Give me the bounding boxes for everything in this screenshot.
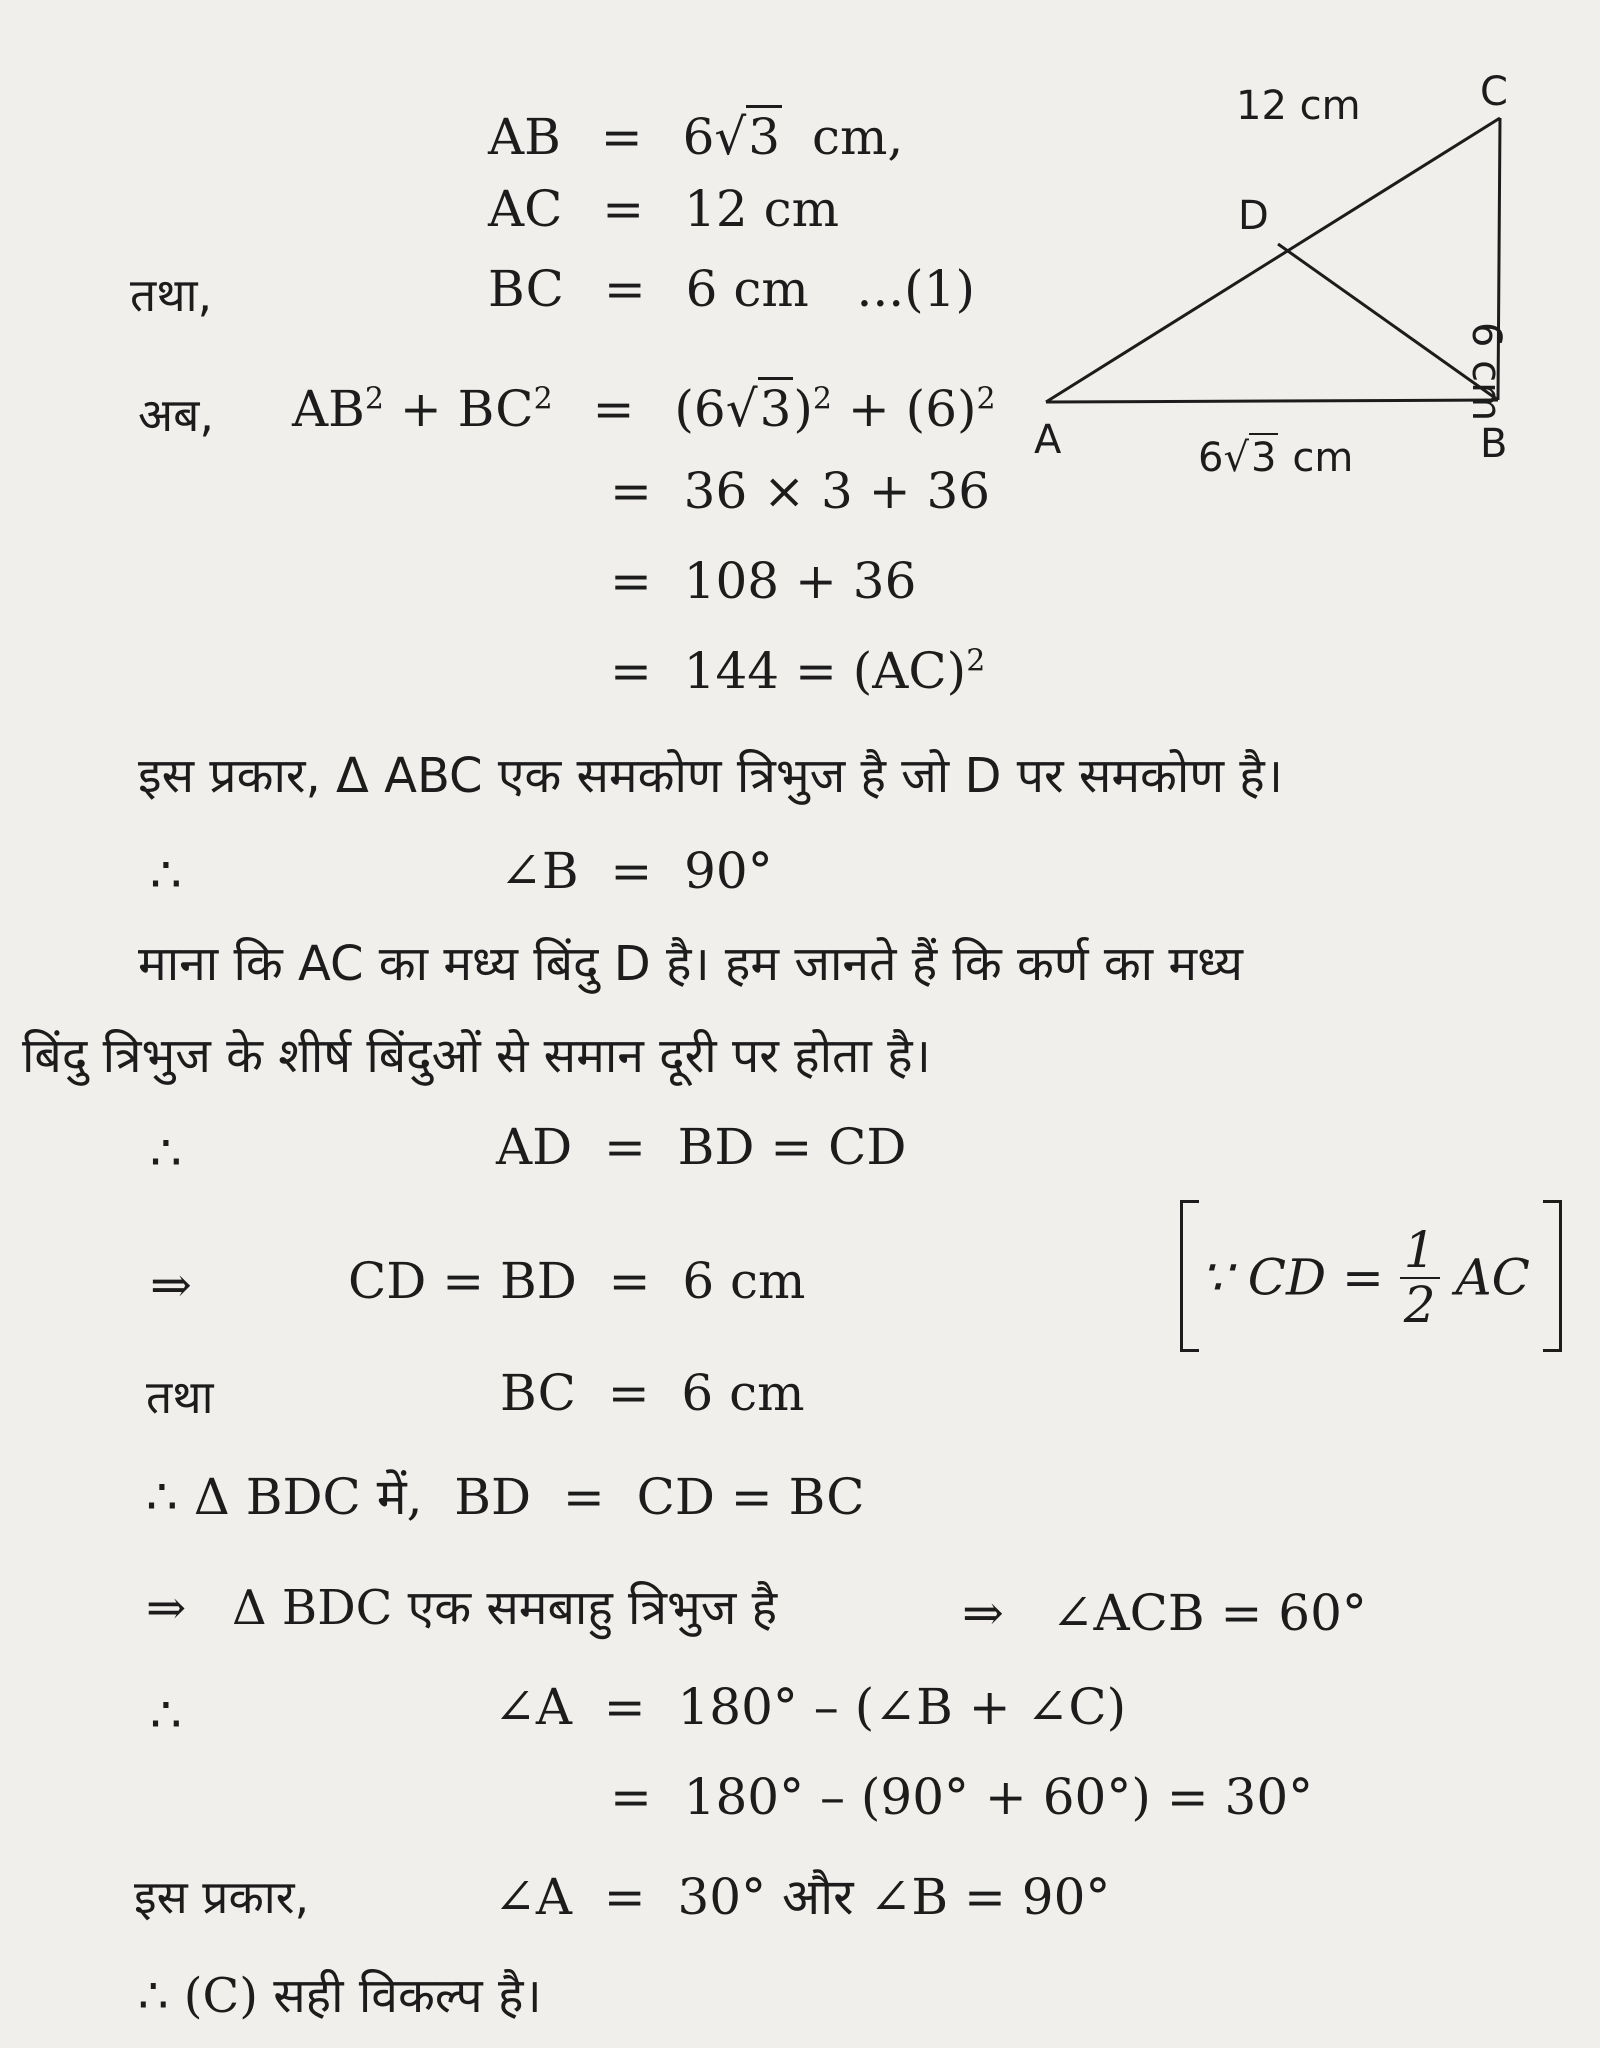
reason-ac: AC: [1455, 1248, 1530, 1307]
sqrt-symbol: √3: [714, 112, 782, 162]
paragraph-right-triangle: इस प्रकार, Δ ABC एक समकोण त्रिभुज है जो D पर समकोण है।: [138, 748, 1283, 804]
term-open: (6: [674, 380, 726, 438]
equals-sign: =: [600, 108, 643, 166]
line-step3: [610, 642, 986, 700]
step3-text: = 144 = (AC): [610, 642, 967, 700]
vertex-c-label: C: [1480, 69, 1508, 115]
therefore-symbol: ∴: [150, 846, 182, 904]
side-ab-radicand: 3: [1250, 435, 1277, 481]
line-step1: = 36 × 3 + 36: [610, 462, 991, 520]
therefore-symbol: ∴: [150, 1686, 182, 1744]
half-fraction: [1400, 1221, 1440, 1334]
line-bdc-sides: ∴ Δ BDC में, BD = CD = BC: [146, 1468, 865, 1526]
line-sum-squares: [292, 380, 996, 438]
exponent: 2: [533, 381, 553, 417]
sqrt-symbol: √3: [726, 384, 794, 434]
equals-sign: =: [603, 260, 646, 318]
line-angle-b: ∠B = 90°: [500, 842, 773, 900]
implies-symbol: ⇒: [150, 1256, 192, 1314]
equals-sign: =: [592, 380, 635, 438]
radicand: 3: [758, 377, 794, 438]
line-cd-bd: CD = BD = 6 cm: [348, 1252, 806, 1310]
vertex-d-label: D: [1238, 193, 1269, 239]
fraction-denominator: 2: [1403, 1275, 1436, 1334]
line-result: ∠A = 30° और ∠B = 90°: [494, 1868, 1111, 1926]
ac-value: 12 cm: [684, 180, 840, 238]
exponent: 2: [364, 381, 384, 417]
line16-prefix: इस प्रकार,: [134, 1870, 310, 1924]
reason-text: ∵ CD =: [1200, 1248, 1384, 1307]
exponent: 2: [976, 381, 996, 417]
bc-term: + BC: [383, 380, 534, 438]
vertex-a-label: A: [1034, 417, 1062, 463]
equals-sign: =: [602, 180, 645, 238]
exponent: 2: [812, 381, 832, 417]
line-answer: ∴ (C) सही विकल्प है।: [138, 1968, 542, 2024]
bc-value: 6 cm ...(1): [685, 260, 975, 318]
line-angle-a: ∠A = 180° – (∠B + ∠C): [494, 1678, 1127, 1736]
exponent: 2: [966, 643, 986, 679]
side-ac: [1046, 118, 1500, 402]
ab-term: AB: [292, 380, 365, 438]
line-ad-bd-cd: AD = BD = CD: [496, 1118, 907, 1176]
ab-radicand: 3: [746, 105, 782, 166]
fraction-numerator: 1: [1400, 1224, 1440, 1279]
line-step2: = 108 + 36: [610, 552, 917, 610]
bracket-reason: [1200, 1221, 1530, 1334]
side-ab-label: [1198, 435, 1354, 481]
paragraph-midpoint-2: बिंदु त्रिभुज के शीर्ष बिंदुओं से समान दूरी पर होता है।: [22, 1028, 931, 1084]
line11-prefix: तथा: [146, 1370, 214, 1424]
therefore-symbol: ∴: [150, 1124, 182, 1182]
vertex-b-label: B: [1480, 421, 1508, 467]
line-ab: [488, 108, 904, 166]
ab-label: AB: [488, 108, 561, 166]
sqrt-symbol: √3: [1223, 435, 1277, 481]
line3-prefix: तथा,: [130, 268, 213, 322]
line-ac: [488, 180, 840, 238]
line4-prefix: अब,: [138, 388, 215, 442]
ab-coefficient: 6: [682, 108, 715, 166]
side-ab-unit: cm: [1292, 435, 1354, 481]
ab-unit: cm,: [811, 108, 904, 166]
line-angle-a-calc: = 180° – (90° + 60°) = 30°: [610, 1768, 1314, 1826]
side-bc-label: 6 cm: [1463, 322, 1509, 422]
term-close: ): [793, 380, 813, 438]
line-angle-acb: ⇒ ∠ACB = 60°: [962, 1584, 1367, 1642]
six-term: + (6): [832, 380, 977, 438]
ac-label: AC: [488, 180, 563, 238]
side-ab: [1046, 400, 1498, 402]
side-ab-coefficient: 6: [1198, 435, 1224, 481]
line-equilateral: ⇒ Δ BDC एक समबाहु त्रिभुज है: [146, 1580, 778, 1636]
paragraph-midpoint-1: माना कि AC का मध्य बिंदु D है। हम जानते हैं कि कर्ण का मध्य: [138, 936, 1243, 992]
bc-label: BC: [488, 260, 564, 318]
line-bc-again: BC = 6 cm: [500, 1364, 805, 1422]
side-ac-label: 12 cm: [1236, 83, 1361, 129]
line-bc: [488, 260, 975, 318]
